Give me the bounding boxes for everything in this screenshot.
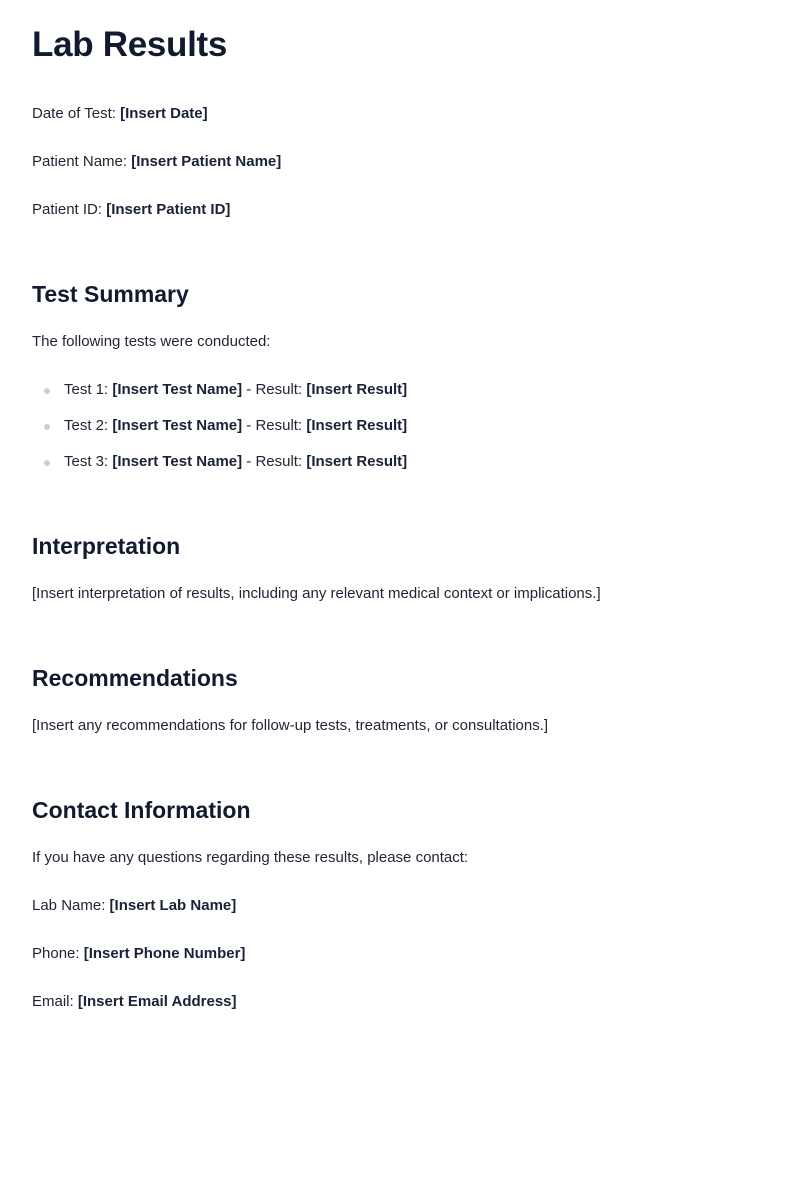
- lab-name-value: [Insert Lab Name]: [109, 897, 237, 914]
- result-label: - Result:: [246, 381, 303, 398]
- date-of-test-line: [32, 104, 768, 124]
- email-value: [Insert Email Address]: [77, 993, 237, 1010]
- test-list: [32, 380, 768, 472]
- bullet-icon: [44, 460, 50, 466]
- test-label: Test 1:: [64, 381, 109, 398]
- email-line: [32, 992, 768, 1012]
- lab-name-line: [32, 896, 768, 916]
- test-name: [Insert Test Name]: [112, 417, 243, 434]
- recommendations-text: [Insert any recommendations for follow-up tests, treatments, or consultations.]: [32, 717, 549, 734]
- date-of-test-value: [Insert Date]: [120, 105, 208, 122]
- recommendations-heading: Recommendations: [32, 665, 238, 691]
- test-name: [Insert Test Name]: [112, 381, 243, 398]
- result-label: - Result:: [246, 417, 303, 434]
- test-list-item: [32, 416, 768, 436]
- test-summary-heading: Test Summary: [32, 281, 189, 307]
- lab-name-label: Lab Name:: [32, 897, 106, 914]
- test-result: [Insert Result]: [306, 453, 408, 470]
- patient-id-line: [32, 200, 768, 220]
- result-label: - Result:: [246, 453, 303, 470]
- phone-line: [32, 944, 768, 964]
- test-name: [Insert Test Name]: [112, 453, 243, 470]
- test-result: [Insert Result]: [306, 417, 408, 434]
- interpretation-heading: Interpretation: [32, 533, 181, 559]
- page-title: Lab Results: [32, 25, 228, 64]
- phone-value: [Insert Phone Number]: [83, 945, 246, 962]
- contact-intro: If you have any questions regarding these results, please contact:: [32, 849, 469, 866]
- email-label: Email:: [32, 993, 74, 1010]
- patient-id-value: [Insert Patient ID]: [106, 201, 231, 218]
- patient-name-line: [32, 152, 768, 172]
- patient-name-label: Patient Name:: [32, 153, 128, 170]
- test-summary-intro: The following tests were conducted:: [32, 333, 271, 350]
- test-label: Test 3:: [64, 453, 109, 470]
- patient-name-value: [Insert Patient Name]: [131, 153, 282, 170]
- test-result: [Insert Result]: [306, 381, 408, 398]
- date-of-test-label: Date of Test:: [32, 105, 116, 122]
- interpretation-text: [Insert interpretation of results, including any relevant medical context or implications.]: [32, 585, 601, 602]
- phone-label: Phone:: [32, 945, 80, 962]
- bullet-icon: [44, 424, 50, 430]
- patient-id-label: Patient ID:: [32, 201, 103, 218]
- test-list-item: [32, 452, 768, 472]
- contact-heading: Contact Information: [32, 797, 251, 823]
- bullet-icon: [44, 388, 50, 394]
- test-list-item: [32, 380, 768, 400]
- test-label: Test 2:: [64, 417, 109, 434]
